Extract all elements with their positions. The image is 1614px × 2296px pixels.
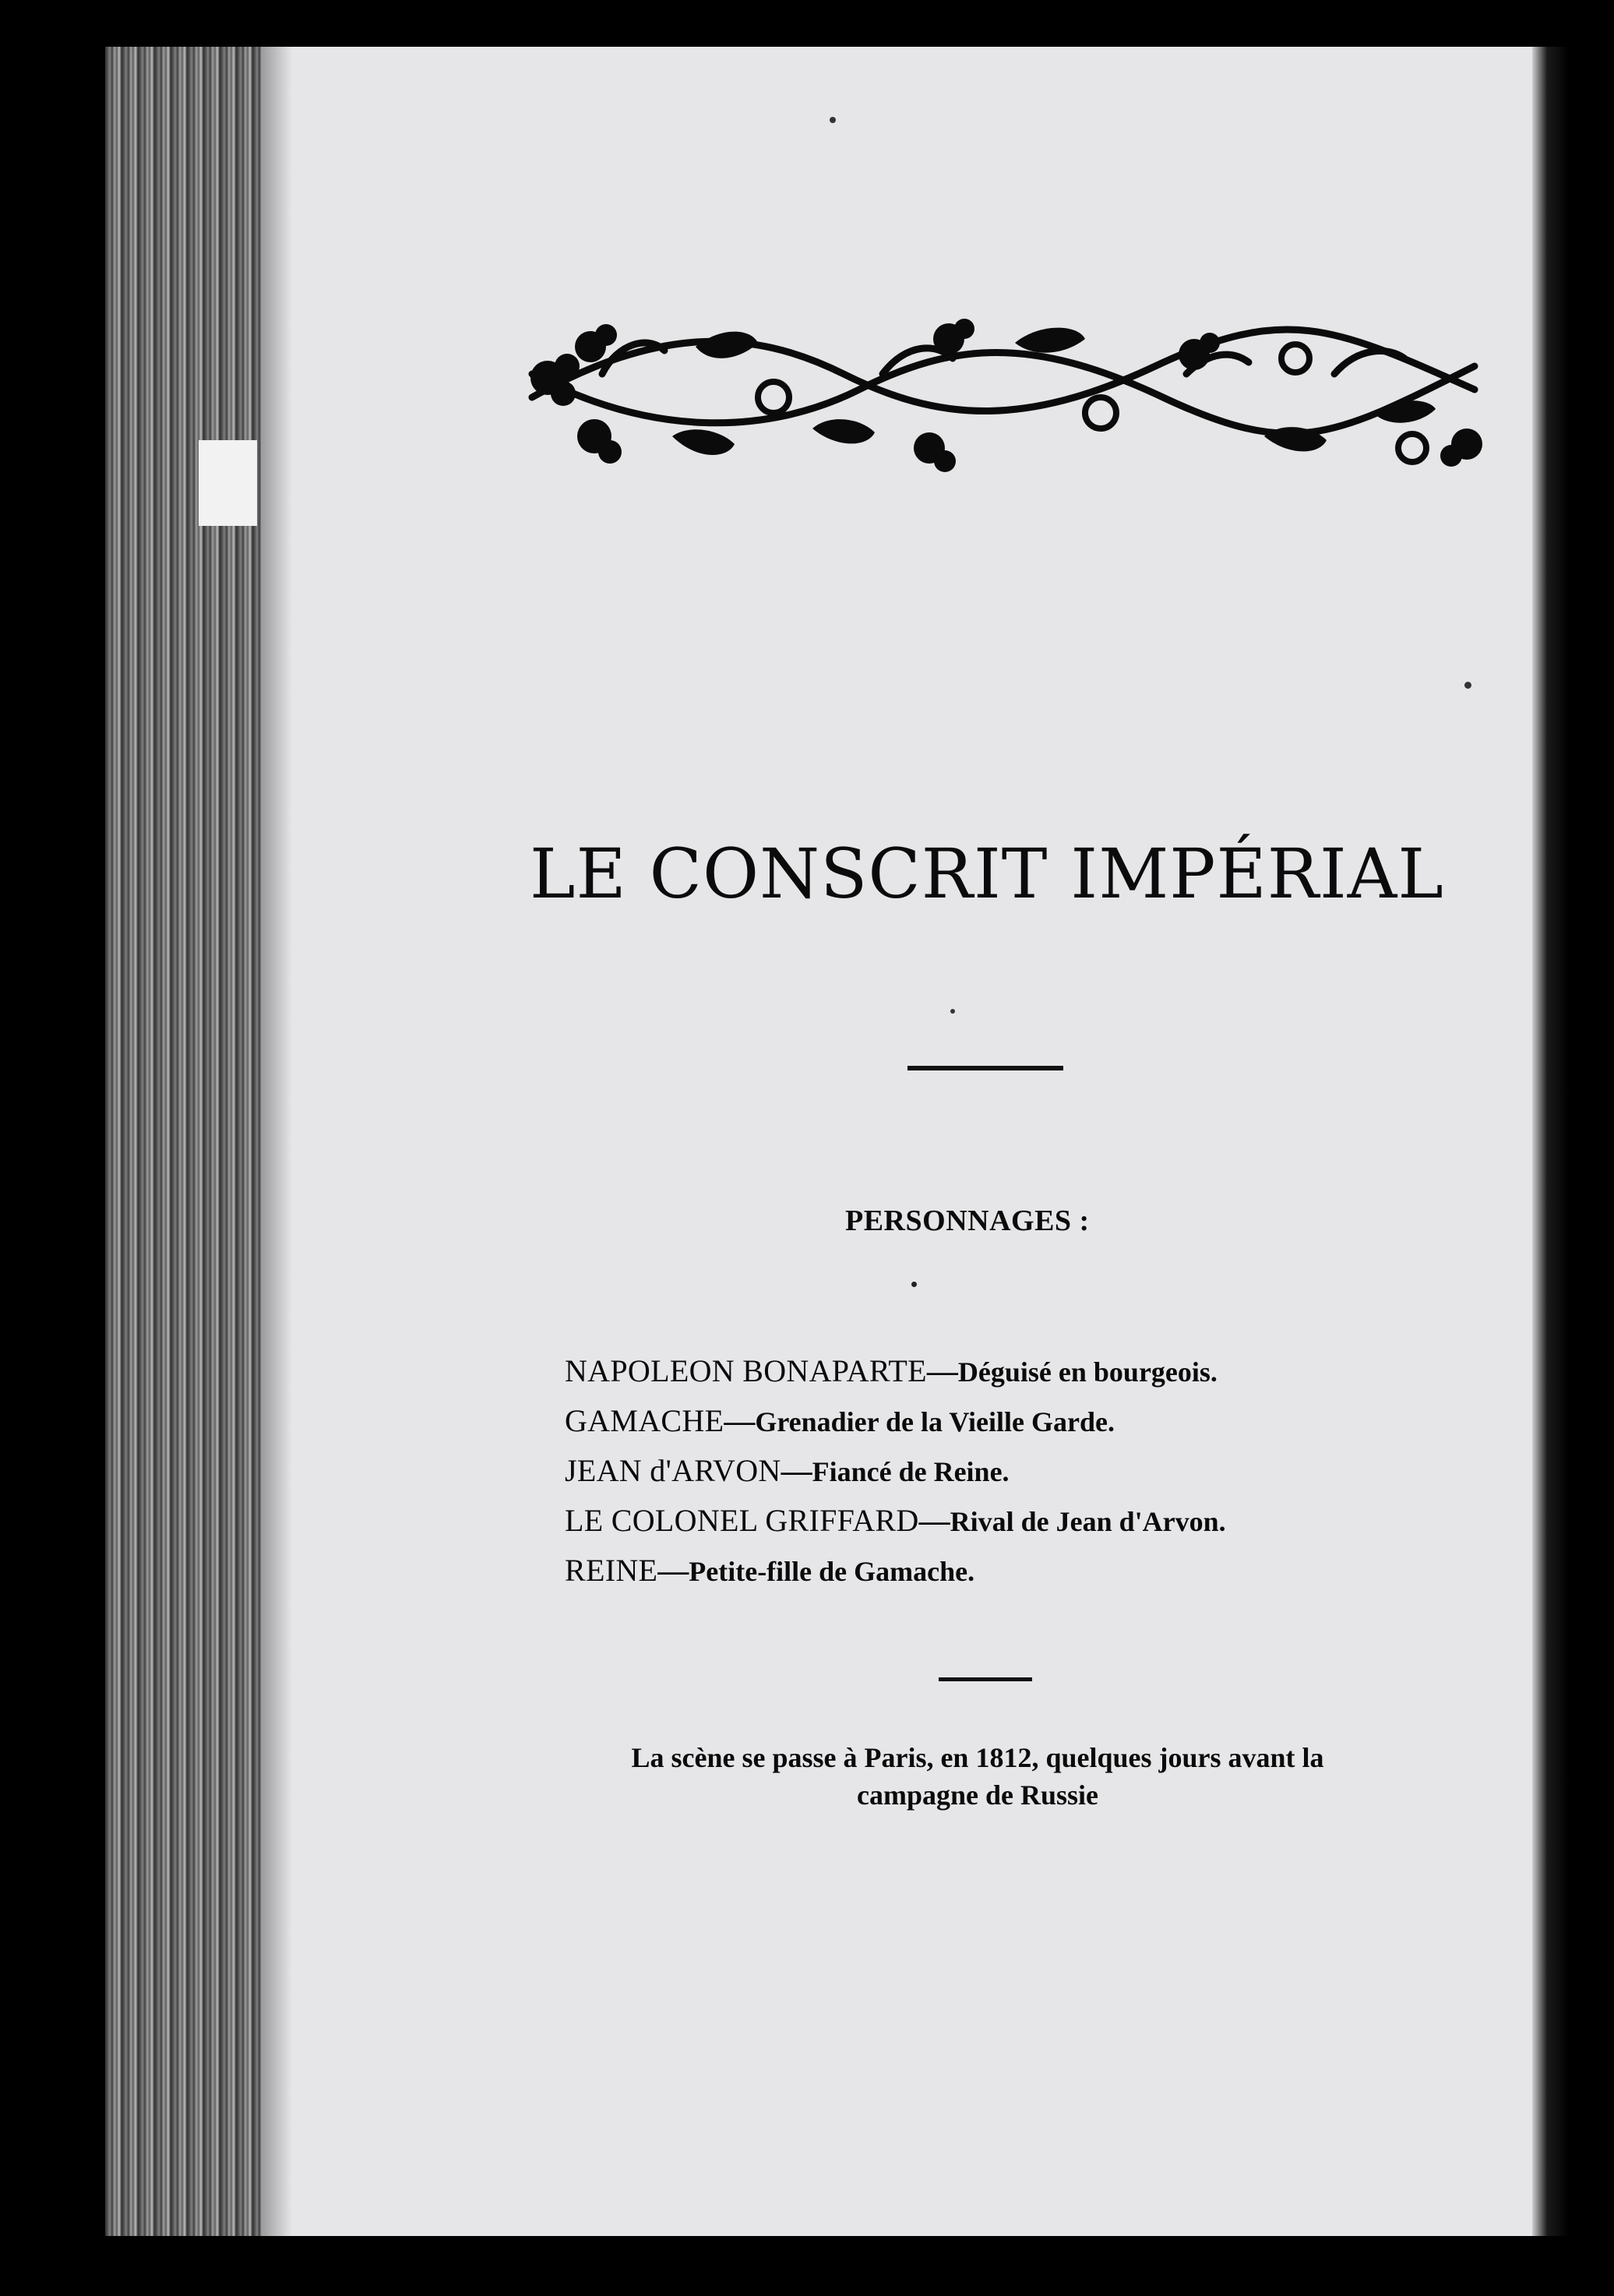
cast-separator: —	[926, 1353, 958, 1388]
cast-description: Déguisé en bourgeois.	[957, 1356, 1218, 1388]
book-spine	[105, 47, 261, 2236]
cast-description: Rival de Jean d'Arvon.	[950, 1506, 1226, 1537]
cast-item	[565, 1496, 1499, 1546]
cast-name: REINE	[565, 1553, 658, 1588]
floral-vine-ornament-icon	[516, 280, 1490, 499]
cast-item	[565, 1446, 1499, 1496]
paper-speck	[830, 117, 836, 123]
ornament-dot	[911, 1282, 917, 1287]
spine-shadow	[261, 47, 292, 2236]
scene-note	[565, 1739, 1390, 1814]
cast-name: NAPOLEON BONAPARTE	[565, 1353, 927, 1388]
paper-speck	[950, 1009, 955, 1014]
cast-divider	[939, 1677, 1032, 1681]
cast-item	[565, 1346, 1499, 1396]
cast-name: JEAN d'ARVON	[565, 1453, 781, 1488]
title-divider	[907, 1066, 1063, 1070]
cast-name: GAMACHE	[565, 1403, 724, 1438]
cast-item	[565, 1546, 1499, 1596]
cast-description: Petite-fille de Gamache.	[689, 1556, 975, 1587]
cast-description: Grenadier de la Vieille Garde.	[755, 1406, 1115, 1437]
book-page	[105, 47, 1570, 2236]
cast-description: Fiancé de Reine.	[812, 1456, 1010, 1487]
page-edge-shadow	[1532, 47, 1570, 2236]
paper-speck	[1464, 682, 1471, 689]
scene-note-line: campagne de Russie	[856, 1779, 1098, 1811]
cast-separator: —	[781, 1453, 812, 1488]
cast-heading: PERSONNAGES :	[845, 1204, 1090, 1237]
spine-label-patch	[199, 440, 257, 526]
cast-item	[565, 1396, 1499, 1446]
cast-separator: —	[918, 1503, 950, 1538]
cast-separator: —	[724, 1403, 756, 1438]
cast-list	[565, 1346, 1499, 1596]
cast-separator: —	[657, 1553, 689, 1588]
cast-name: LE COLONEL GRIFFARD	[565, 1503, 919, 1538]
scene-note-line: La scène se passe à Paris, en 1812, quelques jours avant la	[631, 1742, 1324, 1773]
page-title: LE CONSCRIT IMPÉRIAL	[530, 834, 1444, 914]
